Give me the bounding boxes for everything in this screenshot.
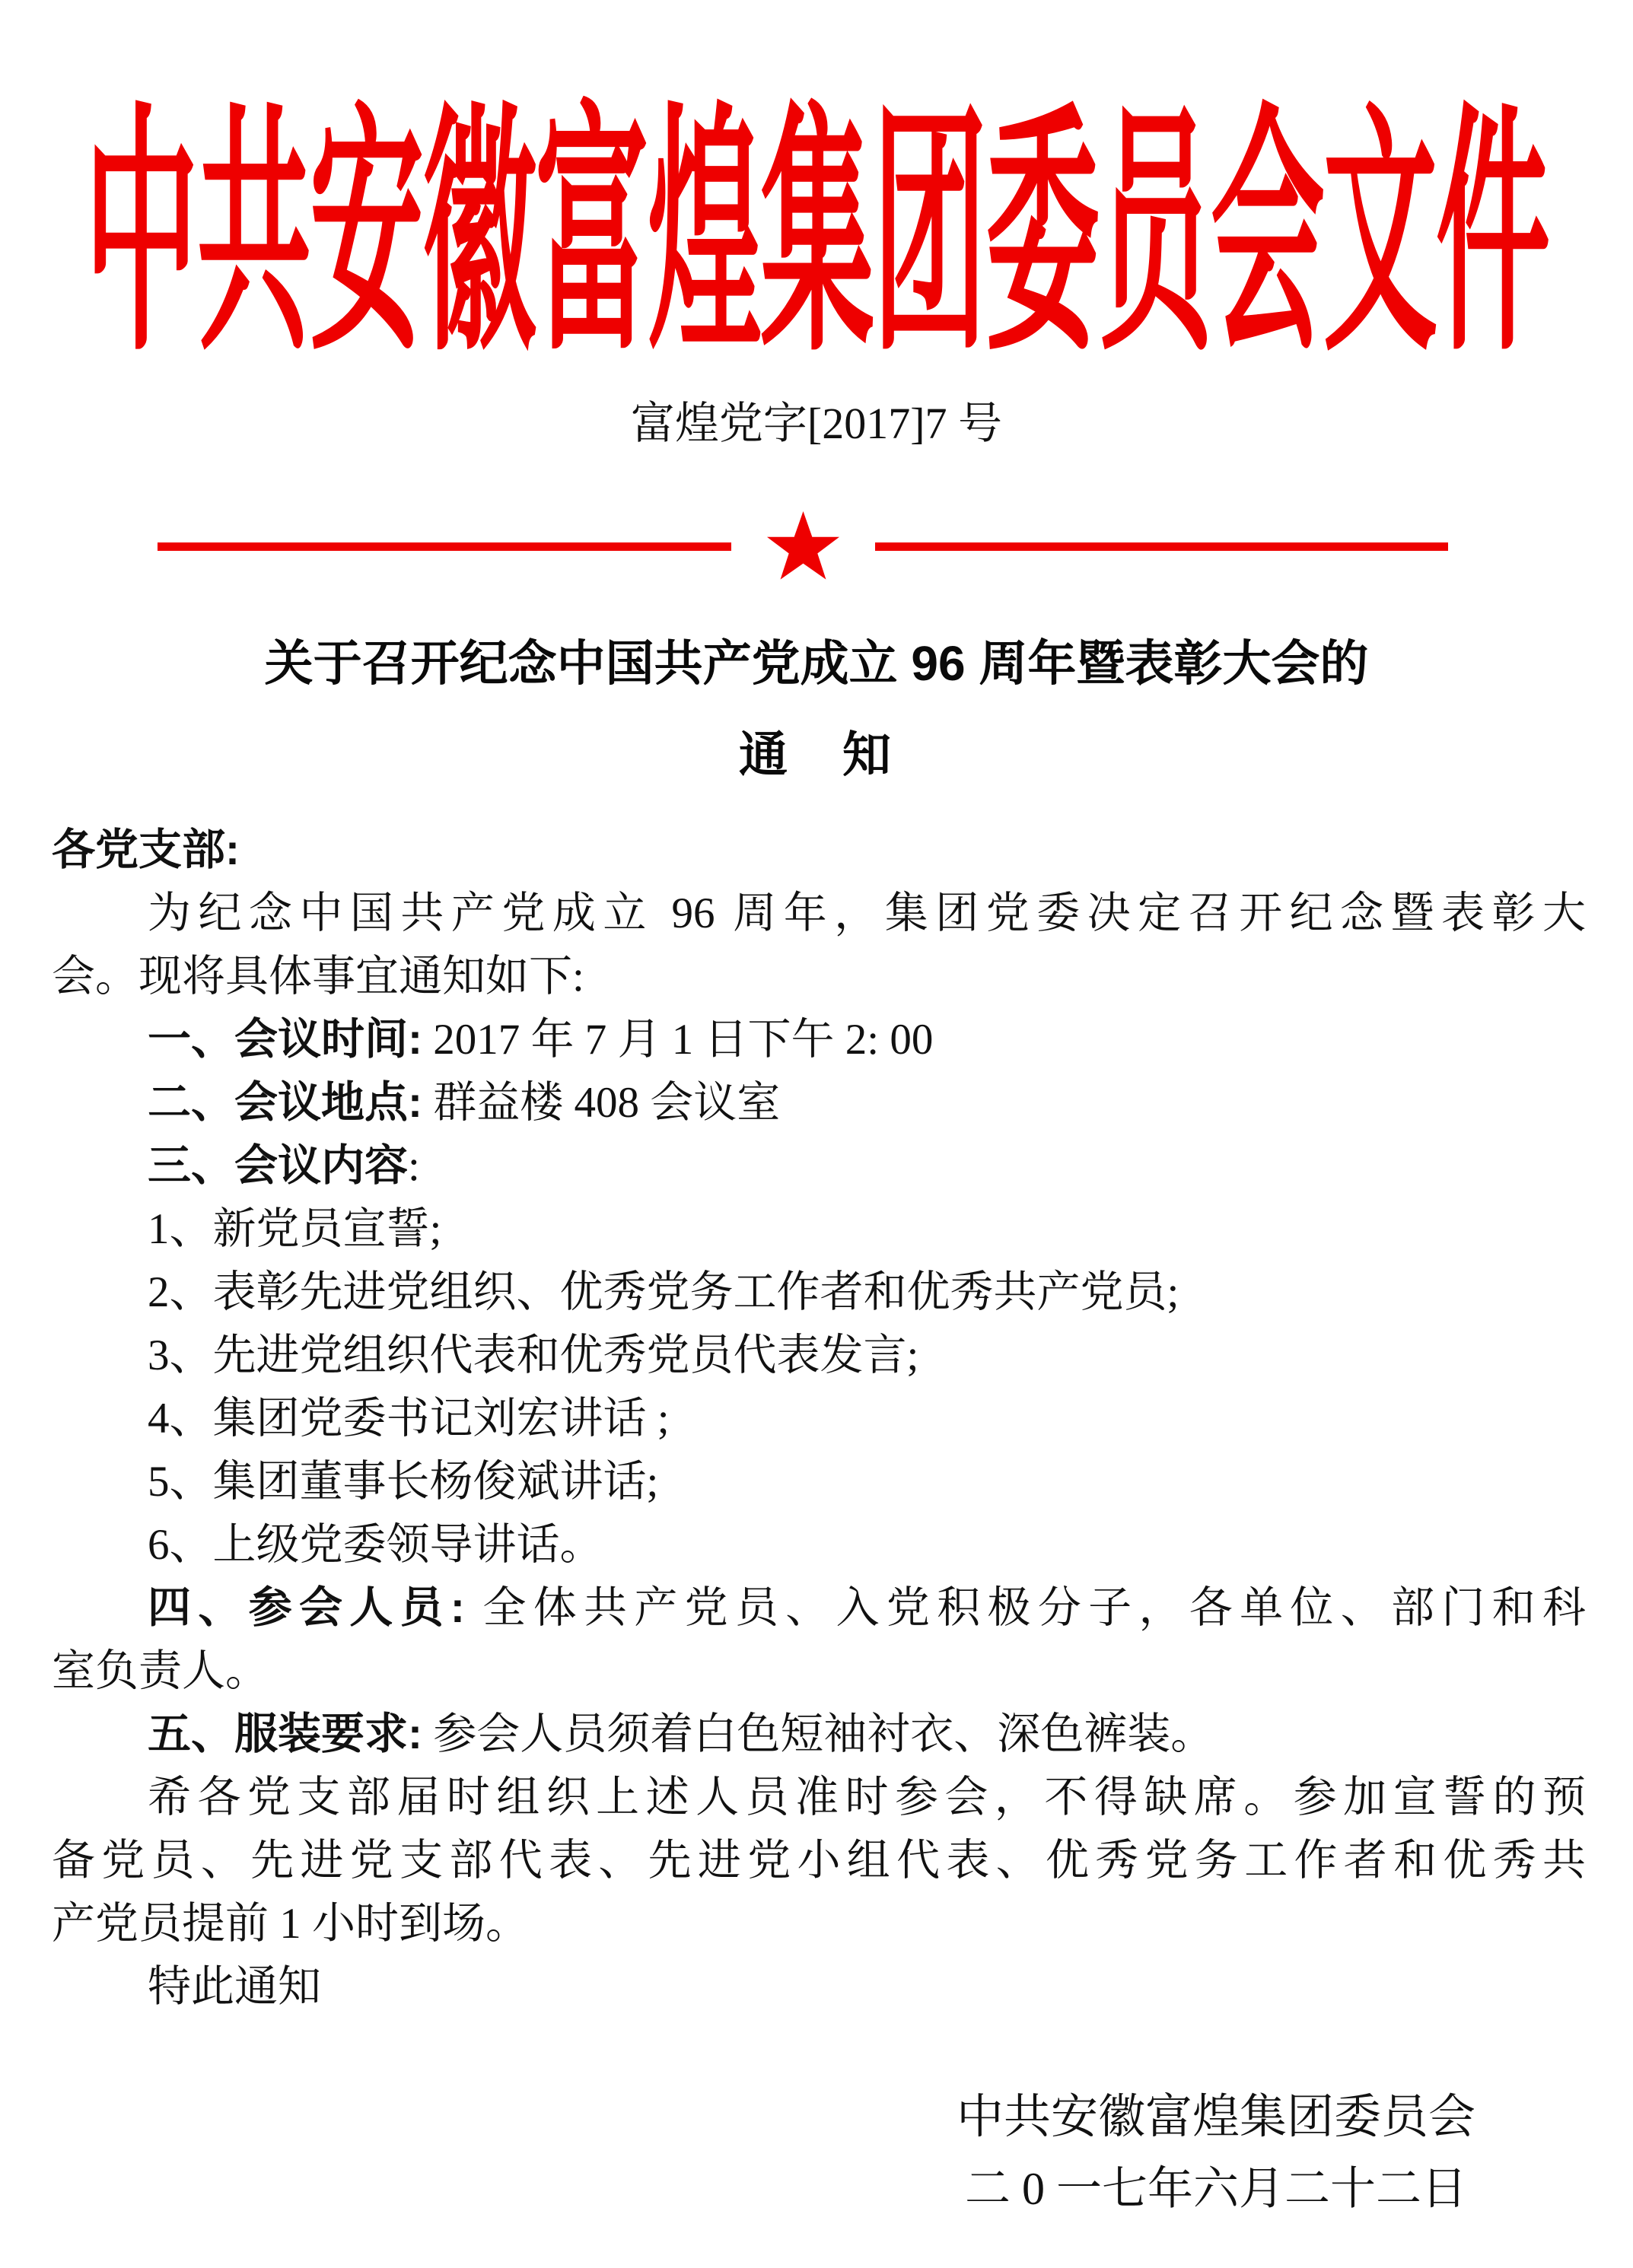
body-run: 群益楼 408 会议室: [422, 1079, 781, 1127]
body-line: [52, 1387, 1586, 1450]
body-line: [52, 1198, 1586, 1261]
body-run: 全体共产党员、入党积极分子，各单位、部门和科: [464, 1584, 1586, 1632]
body-run: 5、集团董事长杨俊斌讲话;: [148, 1458, 659, 1506]
notice-title-line2: 通 知: [739, 727, 894, 782]
body-line: [52, 882, 1586, 945]
body-run: 备党员、先进党支部代表、先进党小组代表、优秀党务工作者和优秀共: [52, 1837, 1586, 1885]
body-line: [52, 819, 1586, 882]
signature-org: 中共安徽富煌集团委员会: [956, 2091, 1475, 2143]
body-line: [52, 1450, 1586, 1513]
body-line: [52, 1513, 1586, 1576]
body-run-bold: 一、会议时间:: [148, 1015, 422, 1064]
notice-title-line1: 关于召开纪念中国共产党成立 96 周年暨表彰大会的: [264, 636, 1369, 691]
body-line: [52, 1829, 1586, 1892]
body-run-bold: 二、会议地点:: [148, 1078, 422, 1127]
signature-block: [934, 2082, 1498, 2225]
body-run: 希各党支部届时组织上述人员准时参会，不得缺席。参加宣誓的预: [148, 1773, 1586, 1821]
body-run-bold: 四、参会人员:: [148, 1583, 465, 1632]
body-run: 参会人员须着白色短袖衬衣、深色裤装。: [422, 1710, 1214, 1758]
body-line: [52, 1640, 1586, 1703]
body-line: [52, 1261, 1586, 1324]
body-run: 特此通知: [148, 1963, 321, 2011]
body-line: [52, 1703, 1586, 1766]
body-run: 3、先进党组织代表和优秀党员代表发言;: [148, 1331, 919, 1379]
body-line: [52, 1134, 1586, 1198]
divider-line-left: [158, 542, 731, 551]
body-line: [52, 1008, 1586, 1071]
signature-date: 二 0 一七年六月二十二日: [965, 2164, 1467, 2214]
body-run: 会。现将具体事宜通知如下:: [52, 953, 584, 1000]
body-run: 室负责人。: [52, 1647, 269, 1695]
body-line: [52, 1766, 1586, 1829]
body-run: 4、集团党委书记刘宏讲话 ;: [148, 1395, 670, 1443]
red-divider: [0, 508, 1633, 584]
divider-line-right: [875, 542, 1449, 551]
body-line: [52, 1576, 1586, 1640]
body-line: [52, 1955, 1586, 2018]
document-header-title: 中共安徽富煌集团委员会文件: [84, 91, 1549, 383]
body-run-bold: 三、会议内容: [148, 1141, 408, 1190]
body-line: [52, 1892, 1586, 1955]
body-run: 为纪念中国共产党成立 96 周年，集团党委决定召开纪念暨表彰大: [148, 889, 1586, 937]
body-line: [52, 1071, 1586, 1134]
body-run-bold: 各党支部:: [52, 825, 240, 874]
body-run: 1、新党员宣誓;: [148, 1205, 442, 1253]
document-body: [52, 819, 1586, 2018]
body-run: 2、表彰先进党组织、优秀党务工作者和优秀共产党员;: [148, 1268, 1179, 1316]
body-run: 产党员提前 1 小时到场。: [52, 1900, 529, 1948]
body-line: [52, 1324, 1586, 1387]
document-number: 富煌党字[2017]7 号: [630, 399, 1003, 448]
star-icon: [766, 510, 840, 584]
body-run-bold: 五、服装要求:: [148, 1710, 422, 1758]
body-run: 6、上级党委领导讲话。: [148, 1521, 603, 1569]
body-line: [52, 945, 1586, 1008]
body-run: 2017 年 7 月 1 日下午 2: 00: [422, 1016, 934, 1064]
body-run: :: [408, 1142, 420, 1190]
